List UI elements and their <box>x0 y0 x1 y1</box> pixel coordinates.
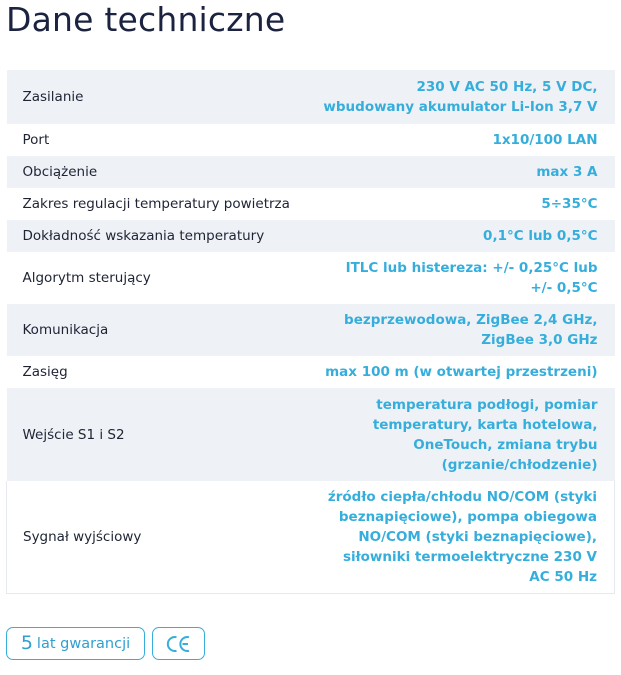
ce-badge <box>152 627 205 660</box>
spec-value: bezprzewodowa, ZigBee 2,4 GHz, ZigBee 3,0 GHz <box>323 304 615 356</box>
table-row <box>7 252 615 304</box>
table-row <box>7 188 615 220</box>
table-row <box>7 388 615 481</box>
spec-value: źródło ciepła/chłodu NO/COM (styki beznapięciowe), pompa obiegowa NO/COM (styki beznapięciowe), siłowniki termoelektryczne 230 V AC 50 Hz <box>323 481 615 593</box>
spec-value: temperatura podłogi, pomiar temperatury, karta hotelowa, OneTouch, zmiana trybu (grzanie/chłodzenie) <box>323 388 615 481</box>
table-row <box>7 124 615 156</box>
table-row <box>7 304 615 356</box>
spec-value: max 100 m (w otwartej przestrzeni) <box>323 356 615 388</box>
ce-mark-icon <box>166 635 192 653</box>
spec-value: max 3 A <box>323 156 615 188</box>
warranty-badge <box>6 627 145 660</box>
table-row <box>7 156 615 188</box>
spec-value: 0,1°C lub 0,5°C <box>323 220 615 252</box>
table-row <box>7 70 615 124</box>
spec-label: Obciążenie <box>7 156 323 188</box>
spec-label: Dokładność wskazania temperatury <box>7 220 323 252</box>
spec-value: 5÷35°C <box>323 188 615 220</box>
spec-value: ITLC lub histereza: +/- 0,25°C lub +/- 0,5°C <box>323 252 615 304</box>
warranty-label: lat gwarancji <box>36 635 131 652</box>
table-row <box>7 356 615 388</box>
spec-label: Zasilanie <box>7 70 323 124</box>
spec-label: Wejście S1 i S2 <box>7 388 323 481</box>
table-row <box>7 481 615 593</box>
spec-label: Zasięg <box>7 356 323 388</box>
spec-label: Komunikacja <box>7 304 323 356</box>
spec-label: Port <box>7 124 323 156</box>
spec-label: Zakres regulacji temperatury powietrza <box>7 188 323 220</box>
spec-table <box>6 70 615 594</box>
spec-value: 230 V AC 50 Hz, 5 V DC, wbudowany akumulator Li-Ion 3,7 V <box>323 70 615 124</box>
spec-label: Sygnał wyjściowy <box>7 481 323 593</box>
table-row <box>7 220 615 252</box>
spec-value: 1x10/100 LAN <box>323 124 615 156</box>
page-title: Dane techniczne <box>6 0 286 39</box>
spec-label: Algorytm sterujący <box>7 252 323 304</box>
warranty-years: 5 <box>20 632 33 654</box>
